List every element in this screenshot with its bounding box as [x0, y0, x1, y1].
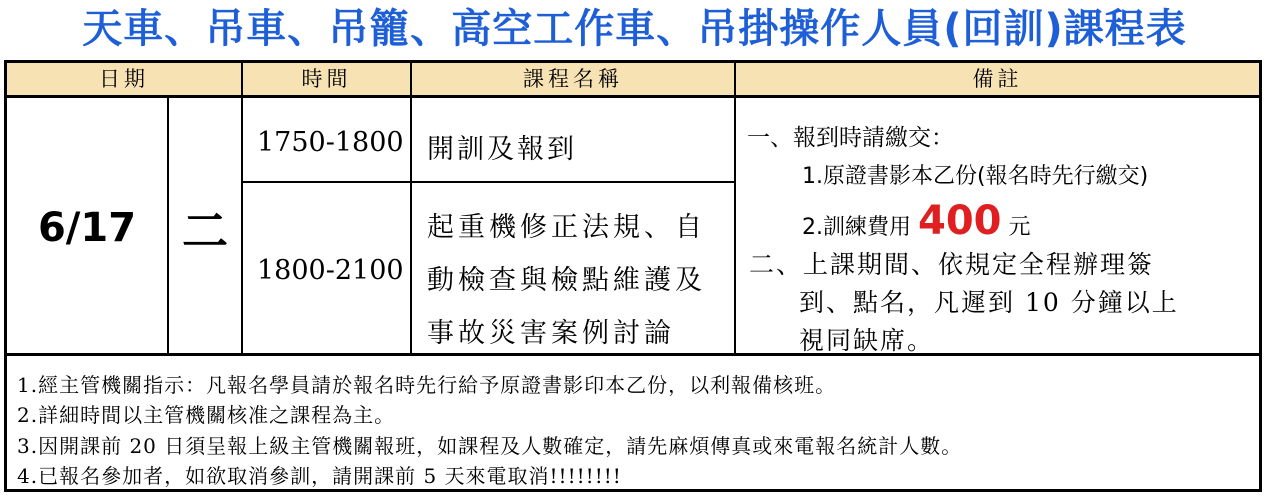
session-time: 1800-2100 — [257, 255, 404, 286]
remark-item2-line: 視同缺席。 — [799, 326, 935, 355]
remark-item1-sub1: 1.原證書影本乙份(報名時先行繳交) — [802, 164, 1149, 189]
course-table — [4, 60, 1262, 492]
fee-amount: 400 — [918, 198, 1002, 244]
remark-item2-line: 到、點名，凡遲到 10 分鐘以上 — [799, 288, 1179, 317]
course-weekday: 二 — [182, 203, 228, 258]
note-item: 4.已報名參加者，如欲取消參訓，請開課前 5 天來電取消!!!!!!!! — [17, 464, 622, 488]
note-item: 2.詳細時間以主管機關核准之課程為主。 — [17, 403, 396, 427]
header-date: 日期 — [7, 63, 241, 98]
header-remarks: 備註 — [736, 63, 1259, 98]
header-time: 時間 — [243, 63, 410, 98]
remark-item2-line: 二、上課期間、依規定全程辦理簽 — [749, 250, 1155, 279]
fee-unit: 元 — [1008, 215, 1031, 240]
remark-item1-heading: 一、報到時請繳交： — [747, 125, 954, 151]
session-course-line: 事故災害案例討論 — [427, 318, 675, 349]
col-divider — [241, 63, 243, 355]
col-divider — [734, 63, 736, 355]
fee-label: 2.訓練費用 — [802, 215, 911, 240]
session-course-line: 動檢查與檢點維護及 — [427, 265, 706, 296]
row-divider — [243, 181, 734, 183]
session-course: 開訓及報到 — [427, 134, 577, 165]
session-course-line: 起重機修正法規、自 — [427, 212, 706, 243]
page-title: 天車、吊車、吊籠、高空工作車、吊掛操作人員(回訓)課程表 — [82, 6, 1187, 52]
course-date: 6/17 — [37, 204, 137, 251]
col-divider — [410, 63, 412, 355]
session-time: 1750-1800 — [257, 127, 404, 158]
note-item: 3.因開課前 20 日須呈報上級主管機關報班，如課程及人數確定，請先麻煩傳真或來電報名統計人數。 — [17, 434, 963, 458]
note-item: 1.經主管機關指示：凡報名學員請於報名時先行給予原證書影印本乙份，以利報備核班。 — [17, 373, 837, 397]
remark-item1-sub2 — [802, 199, 1031, 250]
header-course: 課程名稱 — [412, 63, 734, 98]
